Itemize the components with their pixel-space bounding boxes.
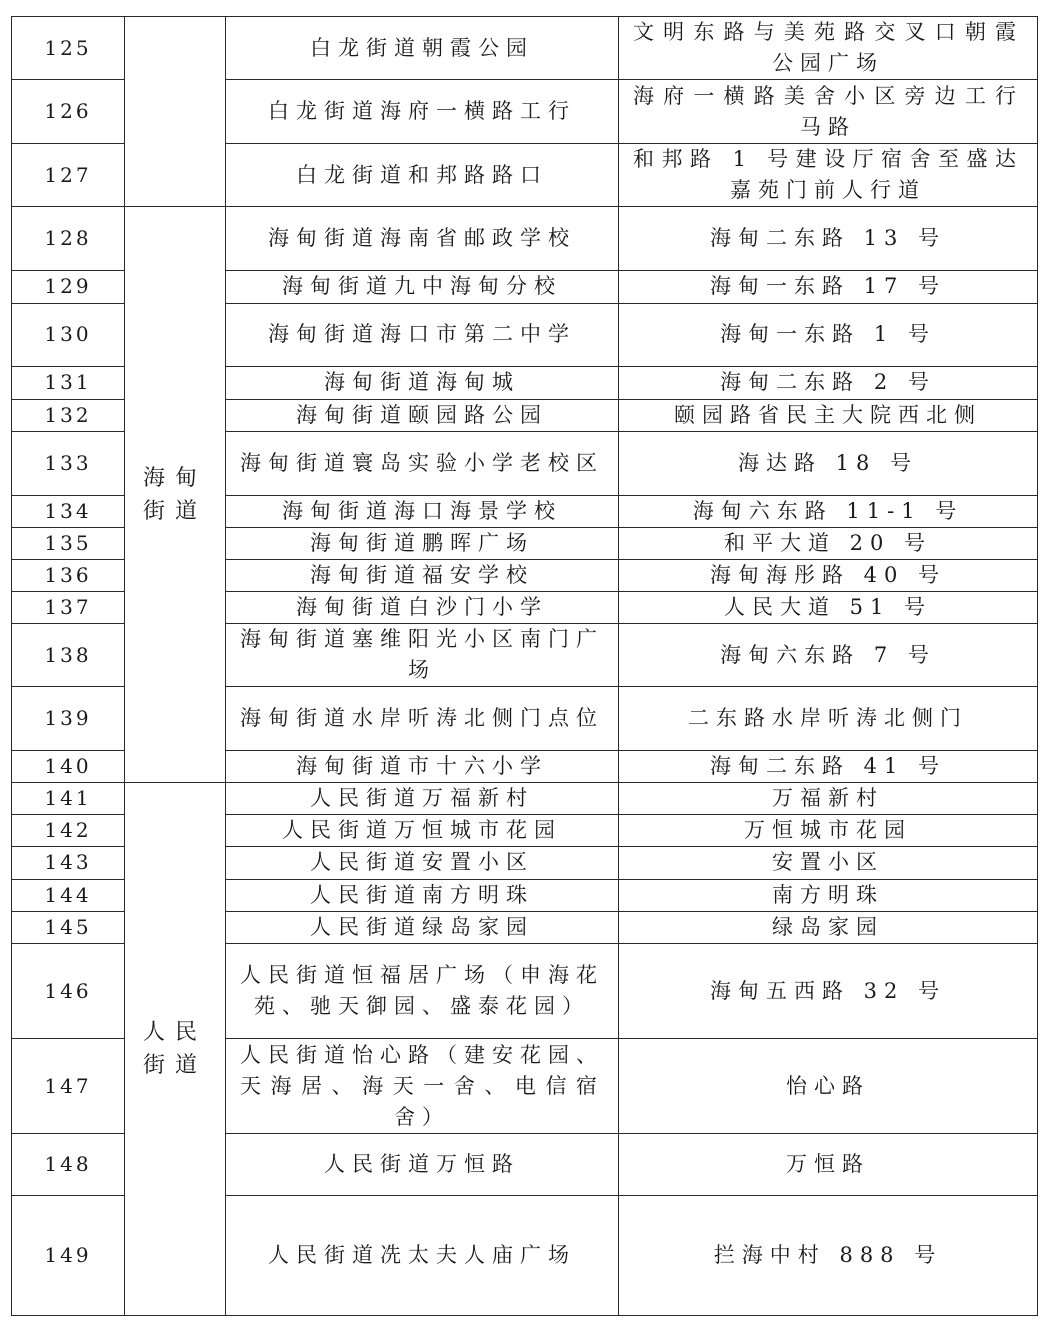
row-number: 133	[12, 431, 125, 495]
row-number: 143	[12, 846, 125, 879]
site-address: 拦海中村 888 号	[619, 1195, 1038, 1315]
row-number: 127	[12, 144, 125, 207]
site-name: 海甸街道海甸城	[226, 366, 619, 399]
site-address: 海甸海彤路 40 号	[619, 560, 1038, 592]
site-name: 海甸街道颐园路公园	[226, 399, 619, 431]
site-name: 人民街道万福新村	[226, 782, 619, 814]
site-name: 海甸街道福安学校	[226, 560, 619, 592]
row-number: 132	[12, 399, 125, 431]
site-name: 人民街道万恒路	[226, 1134, 619, 1195]
site-name: 人民街道南方明珠	[226, 879, 619, 911]
site-address: 海达路 18 号	[619, 431, 1038, 495]
street-name-haidian: 海甸街道	[125, 207, 226, 782]
row-number: 148	[12, 1134, 125, 1195]
row-number: 126	[12, 80, 125, 144]
site-address: 颐园路省民主大院西北侧	[619, 399, 1038, 431]
site-name: 人民街道冼太夫人庙广场	[226, 1195, 619, 1315]
street-cell	[125, 17, 226, 207]
site-address: 怡心路	[619, 1039, 1038, 1134]
site-name: 白龙街道海府一横路工行	[226, 80, 619, 144]
site-address: 文明东路与美苑路交叉口朝霞公园广场	[619, 17, 1038, 80]
site-address: 二东路水岸听涛北侧门	[619, 687, 1038, 750]
table-row	[12, 17, 1038, 80]
row-number: 138	[12, 624, 125, 687]
row-number: 140	[12, 750, 125, 782]
site-name: 人民街道怡心路（建安花园、天海居、海天一舍、电信宿舍）	[226, 1039, 619, 1134]
site-name: 海甸街道海口市第二中学	[226, 303, 619, 366]
site-address: 绿岛家园	[619, 911, 1038, 943]
row-number: 139	[12, 687, 125, 750]
site-address: 海甸六东路 11-1 号	[619, 496, 1038, 528]
site-address: 海甸一东路 1 号	[619, 303, 1038, 366]
row-number: 135	[12, 528, 125, 560]
site-name: 海甸街道白沙门小学	[226, 592, 619, 624]
site-address: 万恒路	[619, 1134, 1038, 1195]
site-name: 人民街道绿岛家园	[226, 911, 619, 943]
row-number: 146	[12, 943, 125, 1038]
site-table	[11, 16, 1038, 1316]
row-number: 128	[12, 207, 125, 270]
site-name: 海甸街道鹏晖广场	[226, 528, 619, 560]
site-address: 海甸二东路 13 号	[619, 207, 1038, 270]
row-number: 134	[12, 496, 125, 528]
site-address: 和邦路 1 号建设厅宿舍至盛达嘉苑门前人行道	[619, 144, 1038, 207]
row-number: 137	[12, 592, 125, 624]
table-row	[12, 207, 1038, 270]
site-name: 人民街道万恒城市花园	[226, 814, 619, 846]
site-address: 海甸二东路 41 号	[619, 750, 1038, 782]
site-name: 海甸街道寰岛实验小学老校区	[226, 431, 619, 495]
site-name: 海甸街道海口海景学校	[226, 496, 619, 528]
row-number: 129	[12, 270, 125, 303]
site-address: 海甸六东路 7 号	[619, 624, 1038, 687]
site-name: 人民街道恒福居广场（申海花苑、驰天御园、盛泰花园）	[226, 943, 619, 1038]
row-number: 130	[12, 303, 125, 366]
site-address: 安置小区	[619, 846, 1038, 879]
site-name: 人民街道安置小区	[226, 846, 619, 879]
site-name: 海甸街道水岸听涛北侧门点位	[226, 687, 619, 750]
row-number: 136	[12, 560, 125, 592]
site-name: 白龙街道和邦路路口	[226, 144, 619, 207]
site-address: 人民大道 51 号	[619, 592, 1038, 624]
row-number: 131	[12, 366, 125, 399]
site-name: 海甸街道九中海甸分校	[226, 270, 619, 303]
site-address: 万福新村	[619, 782, 1038, 814]
row-number: 145	[12, 911, 125, 943]
row-number: 147	[12, 1039, 125, 1134]
site-address: 海甸一东路 17 号	[619, 270, 1038, 303]
row-number: 141	[12, 782, 125, 814]
row-number: 125	[12, 17, 125, 80]
table-row	[12, 782, 1038, 814]
row-number: 142	[12, 814, 125, 846]
site-name: 海甸街道海南省邮政学校	[226, 207, 619, 270]
row-number: 144	[12, 879, 125, 911]
street-name-renmin: 人民街道	[125, 782, 226, 1315]
site-name: 海甸街道市十六小学	[226, 750, 619, 782]
site-address: 万恒城市花园	[619, 814, 1038, 846]
site-address: 海甸五西路 32 号	[619, 943, 1038, 1038]
site-address: 海甸二东路 2 号	[619, 366, 1038, 399]
site-address: 南方明珠	[619, 879, 1038, 911]
site-name: 海甸街道塞维阳光小区南门广场	[226, 624, 619, 687]
row-number: 149	[12, 1195, 125, 1315]
site-address: 海府一横路美舍小区旁边工行马路	[619, 80, 1038, 144]
site-name: 白龙街道朝霞公园	[226, 17, 619, 80]
site-address: 和平大道 20 号	[619, 528, 1038, 560]
